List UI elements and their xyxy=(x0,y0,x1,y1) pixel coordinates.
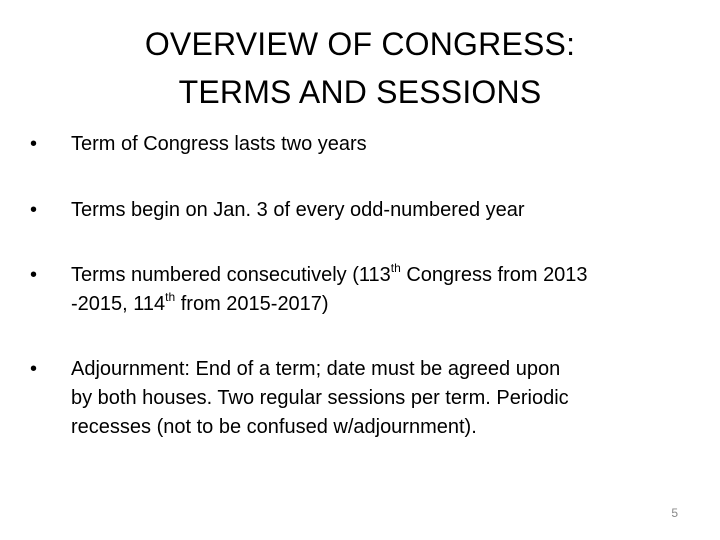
ordinal-suffix: th xyxy=(390,261,401,276)
ordinal-suffix: th xyxy=(165,290,176,305)
bullet-marker: • xyxy=(30,358,38,380)
bullet-text xyxy=(71,261,681,319)
bullet-marker: • xyxy=(30,264,38,286)
bullet-marker: • xyxy=(30,199,38,221)
text-segment: Terms numbered consecutively (113 xyxy=(71,264,391,286)
text-segment: Congress from 2013 xyxy=(400,264,588,286)
bullet-marker: • xyxy=(30,133,38,155)
text-segment: -2015, 114 xyxy=(71,293,166,315)
title-line-1: OVERVIEW OF CONGRESS: xyxy=(144,26,576,62)
text-segment: from 2015-2017) xyxy=(175,293,329,315)
bullet-line: Adjournment: End of a term; date must be agreed upon xyxy=(71,358,561,380)
bullet-line xyxy=(71,261,681,290)
bullet-text: Terms begin on Jan. 3 of every odd-numbered year xyxy=(71,199,525,221)
bullet-text: Term of Congress lasts two years xyxy=(71,133,367,155)
bullet-line: by both houses. Two regular sessions per term. Periodic xyxy=(71,387,569,409)
bullet-text xyxy=(71,355,681,442)
bullet-line: recesses (not to be confused w/adjournment). xyxy=(71,416,477,438)
bullet-line xyxy=(71,290,681,319)
title-line-2: TERMS AND SESSIONS xyxy=(178,74,542,110)
page-number: 5 xyxy=(671,506,678,520)
